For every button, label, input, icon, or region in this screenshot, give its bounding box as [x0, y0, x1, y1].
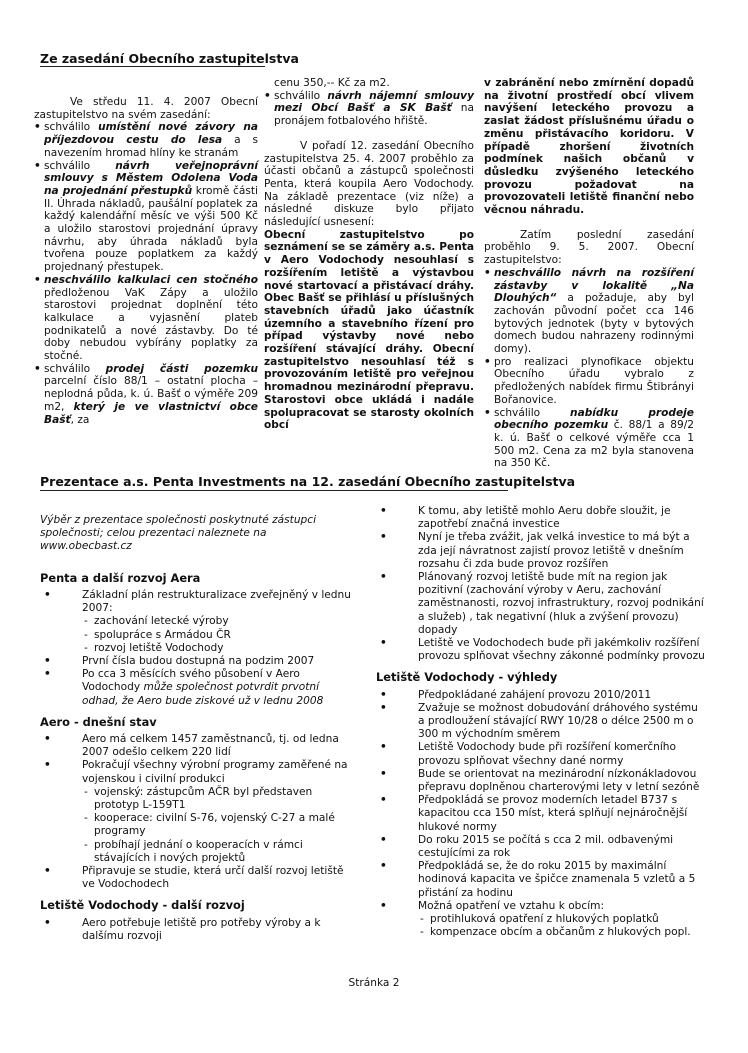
resolution-item: • schválilo nabídku prodeje obecního pozemku č. 88/1 a 89/2 k. ú. Bašť o celkové výměře cca 1 500 m2. Cena za m2 byla stanovena na 350 Kč. — [484, 407, 694, 471]
sub-list — [82, 786, 358, 865]
resolution-item: • neschválilo kalkulaci cen stočného předloženou VaK Zápy a uložilo starostovi projednat doplnění této kalkulace a vyjasnění plateb podnikatelů a nové zástavby. Do té doby nebudou vybírány poplatky za stočné. — [34, 274, 258, 363]
subheading-penta: Penta a další rozvoj Aera — [40, 570, 201, 585]
presentation-intro: Výběr z prezentace společnosti poskytnuté zástupci společnosti; celou prezentaci naleznete na www.obecbast.cz — [40, 513, 317, 552]
resolution-statement: Obecní zastupitelstvo po seznámení se se záměry a.s. Penta v Aero Vodochody nesouhlasí s rozšířením letiště a výstavbou nové startovací a přistávací dráhy. Obec Bašť se přihlásí u příslušných stavebních úřadů jako účastník územního a stavebního řízení pro případ výstavby nové nebo rozšíření stávající dráhy. Obecní zastupitelstvo nesouhlasí též s provozováním letiště pro veřejnou hromadnou mezinárodní přepravu. Starostovi obce ukládá i nadále spolupracovat se starosty okolních obcí — [264, 228, 474, 432]
list-item: • Bude se orientovat na mezinárodní nízkonákladovou přepravu doplněnou charterovými lety v letní sezóně — [376, 768, 706, 794]
list-item: • Možná opatření ve vztahu k obcím: - protihluková opatření z hlukových poplatků - kompenzace obcím a občanům z hlukových popl. — [376, 900, 706, 940]
section-title-council-meeting: Ze zasedání Obecního zastupitelstva — [40, 51, 299, 66]
subheading-airport-development: Letiště Vodochody - další rozvoj — [40, 898, 245, 913]
resolution-item: • neschválilo návrh na rozšíření zástavby v lokalitě „Na Dlouhých“ a požaduje, aby byl zachován původní počet cca 146 bytových jednotek (byty v bytových domech budou nahrazeny rodinnými domy). — [484, 267, 694, 356]
resolution-item: • schválilo prodej části pozemku parcelní číslo 88/1 – ostatní plocha – neplodná půda, k. ú. Bašť o výměře 209 m2, který je ve vlastnictví obce Bašť, za — [34, 363, 258, 427]
list-item: • Zvažuje se možnost dobudování dráhového systému a prodloužení stávající RWY 10/28 o délce 2500 m o 300 m východním směrem — [376, 702, 706, 742]
resolution-list-2 — [264, 90, 474, 128]
resolution-list-1 — [34, 121, 258, 426]
title-underline — [40, 490, 508, 491]
list-item: • Základní plán restrukturalizace zveřejněný v lednu 2007: - zachování letecké výroby - spolupráce s Armádou ČR - rozvoj letiště Vodochody — [40, 589, 358, 655]
sub-item: - zachování letecké výroby — [82, 615, 358, 628]
list-item: • První čísla budou dostupná na podzim 2007 — [40, 655, 358, 668]
list-item: • Letiště ve Vodochodech bude při jakémkoliv rozšíření provozu splňovat všechny zákonné podmínky provozu — [376, 637, 706, 663]
continued-text: cenu 350,-- Kč za m2. — [274, 77, 390, 89]
sub-item: - rozvoj letiště Vodochody — [82, 642, 358, 655]
section1-column-3 — [484, 77, 694, 470]
resolution-statement-cont: v zabránění nebo zmírnění dopadů na životní prostředí obcí vlivem navýšení leteckého provozu a zaslat žádost příslušnému úřadu o změnu přistávacího koridoru. V případě zhoršení životních podmínek našich občanů v důsledku zvýšeného leteckého provozu požadovat na provozovateli letiště finanční nebo věcnou náhradu. — [484, 77, 694, 217]
sub-item: - probíhají jednání o kooperacích v rámci stávajících i nových projektů — [82, 839, 358, 865]
list-item: • Nyní je třeba zvážit, jak velká investice to má být a zda její návratnost zajistí provoz letiště v dnešním rozsahu či zda bude provoz rozšířen — [376, 531, 706, 571]
resolution-item: • schválilo návrh nájemní smlouvy mezi Obcí Bašť a SK Bašť na pronájem fotbalového hřiště. — [264, 90, 474, 128]
resolution-item: • schválilo umístění nové závory na příjezdovou cestu do lesa a s navezením hromad hlíny ke stranám — [34, 121, 258, 159]
sub-item: - spolupráce s Armádou ČR — [82, 629, 358, 642]
title-underline — [40, 66, 265, 67]
sub-list — [82, 615, 358, 655]
resolution-list-3 — [484, 267, 694, 470]
bullet-list — [376, 689, 706, 940]
subheading-airport-outlook: Letiště Vodochody - výhledy — [376, 670, 558, 685]
list-item: • Plánovaný rozvoj letiště bude mít na region jak pozitivní (zachování výroby v Aeru, zachování zaměstnanosti, rozvoj infrastruktury, rozvoj podnikání a služeb) , tak negativní (hluk a zvýšení provozu) dopady — [376, 571, 706, 637]
subheading-aero-state: Aero - dnešní stav — [40, 714, 157, 729]
sub-item: - kooperace: civilní S-76, vojenský C-27 a malé programy — [82, 812, 358, 838]
section1-column-2 — [264, 77, 474, 432]
list-item: • Předpokládané zahájení provozu 2010/2011 — [376, 689, 706, 702]
bullet-list — [40, 589, 358, 708]
meeting-intro: Ve středu 11. 4. 2007 Obecní zastupitelstvo na svém zasedání: — [34, 96, 258, 121]
bullet-list — [376, 505, 706, 663]
sub-item: - vojenský: zástupcům AČR byl představen prototyp L-159T1 — [82, 786, 358, 812]
latest-meeting-intro: Zatím poslední zasedání proběhlo 9. 5. 2007. Obecní zastupitelstvo: — [484, 228, 694, 267]
bullet-list — [40, 733, 358, 891]
section1-column-1 — [34, 96, 258, 426]
bullet-list — [40, 917, 358, 943]
list-item: • Aero má celkem 1457 zaměstnanců, tj. od ledna 2007 odešlo celkem 220 lidí — [40, 733, 358, 759]
list-item: • Do roku 2015 se počítá s cca 2 mil. odbavenými cestujícími za rok — [376, 834, 706, 860]
section2-column-left — [40, 503, 358, 943]
list-item: • Předpokládá se provoz moderních letadel B737 s kapacitou cca 150 míst, která splňují nejnáročnější hlukové normy — [376, 794, 706, 834]
sub-item: - protihluková opatření z hlukových poplatků — [418, 913, 706, 926]
sub-item: - kompenzace obcím a občanům z hlukových popl. — [418, 926, 706, 939]
meeting-12-text: V pořadí 12. zasedání Obecního zastupitelstva 25. 4. 2007 proběhlo za účasti občanů a zástupců společnosti Penta, která koupila Aero Vodochody. Na základě prezentace (viz níže) a následné diskuze bylo přijato následující usnesení: — [264, 139, 474, 229]
list-item: • Po cca 3 měsících svého působení v Aero Vodochody může společnost potvrdit prvotní odhad, že Aero bude ziskové už v lednu 2008 — [40, 668, 358, 708]
resolution-item: • schválilo návrh veřejnoprávní smlouvy s Městem Odolena Voda na projednání přestupků kromě části II. Úhrada nákladů, paušální poplatek za každý kalendářní měsíc ve výši 500 Kč a uložilo starostovi projednání úpravy návrhu, aby úhrada nákladů byla tvořena pouze poplatkem za každý projednaný přestupek. — [34, 160, 258, 274]
list-item: • Letiště Vodochody bude při rozšíření komerčního provozu splňovat všechny dané normy — [376, 741, 706, 767]
section2-column-right — [376, 505, 706, 940]
sub-list — [418, 913, 706, 939]
list-item: • Pokračují všechny výrobní programy zaměřené na vojenskou i civilní produkci - vojenský: zástupcům AČR byl představen prototyp L-159T1 - kooperace: civilní S-76, vojenský C-27 a malé programy - probíhají jednání o kooperacích v rámci stávajících i nových projektů — [40, 759, 358, 865]
resolution-item: • pro realizaci plynofikace objektu Obecního úřadu vybralo z předložených nabídek firmu Štibrányi Bořanovice. — [484, 356, 694, 407]
page-number: Stránka 2 — [348, 977, 400, 989]
list-item: • Připravuje se studie, která určí další rozvoj letiště ve Vodochodech — [40, 865, 358, 891]
list-item: • Aero potřebuje letiště pro potřeby výroby a k dalšímu rozvoji — [40, 917, 358, 943]
list-item: • K tomu, aby letiště mohlo Aeru dobře sloužit, je zapotřebí značná investice — [376, 505, 706, 531]
section-title-penta-presentation: Prezentace a.s. Penta Investments na 12. zasedání Obecního zastupitelstva — [40, 474, 576, 489]
list-item: • Předpokládá se, že do roku 2015 by maximální hodinová kapacita ve špičce znamenala 5 vzletů a 5 přistání za hodinu — [376, 860, 706, 900]
